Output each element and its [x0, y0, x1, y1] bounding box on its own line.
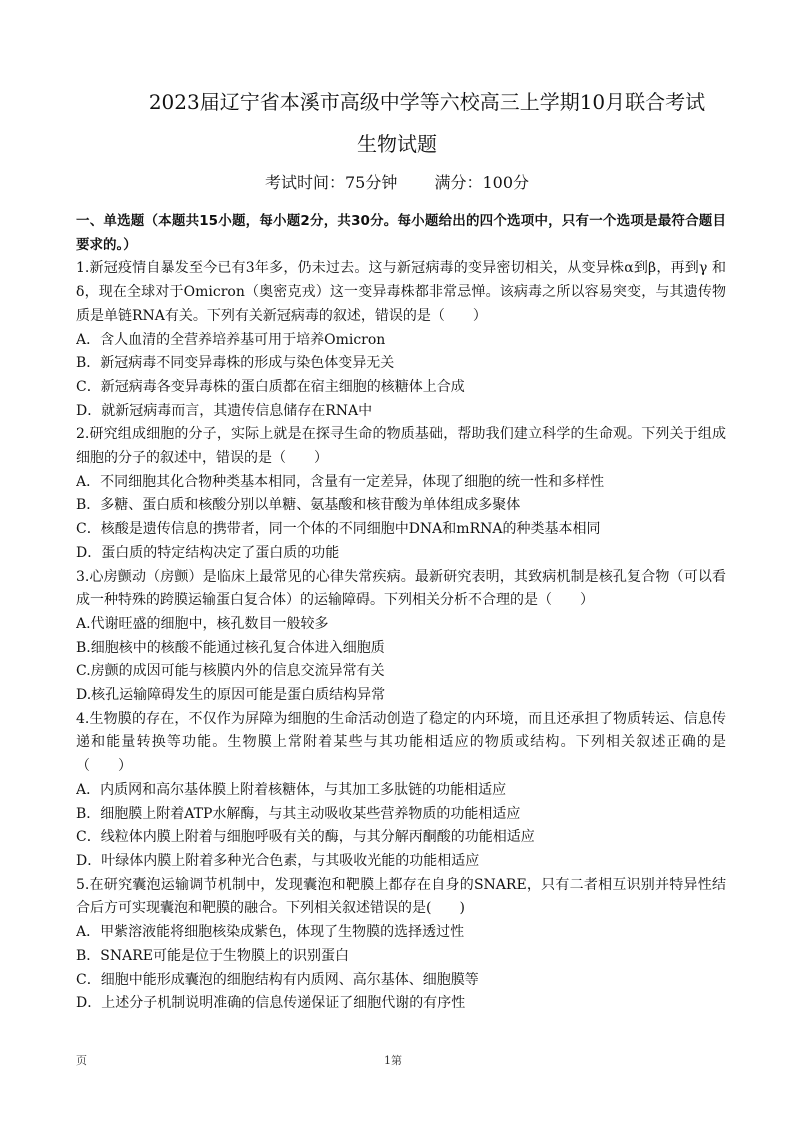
option-b: B．新冠病毒不同变异毒株的形成与染色体变异无关 [76, 355, 395, 372]
option-a: A．含人血清的全营养培养基可用于培养Omicron [76, 331, 386, 348]
exam-title: 2023届辽宁省本溪市高级中学等六校高三上学期10月联合考试 [148, 90, 706, 114]
question-stem: 3.心房颤动（房颤）是临床上最常见的心律失常疾病。最新研究表明，其致病机制是核孔复合物（可以看成一种特殊的跨膜运输蛋白复合体）的运输障碍。下列相关分析不合理的是（ ） [76, 568, 726, 609]
section-heading: 一、单选题（本题共15小题，每小题2分，共30分。每小题给出的四个选项中，只有一个选项是最符合题目要求的。） [76, 213, 726, 253]
option-b: B．SNARE可能是位于生物膜上的识别蛋白 [76, 947, 349, 964]
footer-page-label: 页 [76, 1054, 87, 1067]
question-stem: 1.新冠疫情自暴发至今已有3年多，仍未过去。这与新冠病毒的变异密切相关，从变异株α到β，再到γ 和δ，现在全球对于Omicron（奥密克戎）这一变异毒株都非常忌惮。该病毒之所以容易突变，与其遗传物质是单链RNA有关。下列有关新冠病毒的叙述，错误的是（ ） [76, 260, 726, 324]
option-a: A．甲紫溶液能将细胞核染成紫色，体现了生物膜的选择透过性 [76, 924, 465, 941]
question-stem: 4.生物膜的存在，不仅作为屏障为细胞的生命活动创造了稳定的内环境，而且还承担了物质转运、信息传递和能量转换等功能。生物膜上常附着某些与其功能相适应的物质或结构。下列相关叙述正确的是（ ） [76, 710, 726, 775]
option-d: D．上述分子机制说明准确的信息传递保证了细胞代谢的有序性 [76, 995, 466, 1012]
full-score: 满分：100分 [434, 173, 529, 192]
question-1 [76, 257, 726, 423]
exam-meta [0, 170, 794, 193]
option-a: A.代谢旺盛的细胞中，核孔数目一般较多 [76, 615, 329, 632]
option-b: B．多糖、蛋白质和核酸分别以单糖、氨基酸和核苷酸为单体组成多聚体 [76, 497, 521, 514]
option-a: A．内质网和高尔基体膜上附着核糖体，与其加工多肽链的功能相适应 [76, 781, 507, 798]
option-d: D.核孔运输障碍发生的原因可能是蛋白质结构异常 [76, 687, 386, 704]
option-d: D．叶绿体内膜上附着多种光合色素，与其吸收光能的功能相适应 [76, 852, 480, 869]
exam-content [76, 210, 726, 1016]
option-c: C．核酸是遗传信息的携带者，同一个体的不同细胞中DNA和mRNA的种类基本相同 [76, 521, 601, 538]
option-b: B．细胞膜上附着ATP水解酶，与其主动吸收某些营养物质的功能相适应 [76, 805, 521, 822]
footer-page-number: 1第 [384, 1054, 402, 1067]
option-c: C．新冠病毒各变异毒株的蛋白质都在宿主细胞的核糖体上合成 [76, 378, 465, 395]
option-c: C．线粒体内膜上附着与细胞呼吸有关的酶，与其分解丙酮酸的功能相适应 [76, 829, 535, 846]
question-5 [76, 874, 726, 1016]
option-a: A．不同细胞其化合物种类基本相同，含量有一定差异，体现了细胞的统一性和多样性 [76, 473, 605, 490]
option-c: C．细胞中能形成囊泡的细胞结构有内质网、高尔基体、细胞膜等 [76, 971, 479, 988]
question-2 [76, 423, 726, 565]
exam-time: 考试时间：75分钟 [264, 173, 398, 192]
option-b: B.细胞核中的核酸不能通过核孔复合体进入细胞质 [76, 639, 385, 656]
option-d: D．就新冠病毒而言，其遗传信息储存在RNA中 [76, 402, 373, 419]
question-stem: 2.研究组成细胞的分子，实际上就是在探寻生命的物质基础，帮助我们建立科学的生命观。下列关于组成细胞的分子的叙述中，错误的是（ ） [76, 426, 726, 467]
question-3 [76, 566, 726, 708]
option-d: D．蛋白质的特定结构决定了蛋白质的功能 [76, 544, 340, 561]
question-4 [76, 708, 726, 874]
subject-title: 生物试题 [357, 132, 437, 156]
question-stem: 5.在研究囊泡运输调节机制中，发现囊泡和靶膜上都存在自身的SNARE，只有二者相互识别并特异性结合后方可实现囊泡和靶膜的融合。下列相关叙述错误的是( ) [76, 876, 726, 917]
option-c: C.房颤的成因可能与核膜内外的信息交流异常有关 [76, 663, 385, 680]
